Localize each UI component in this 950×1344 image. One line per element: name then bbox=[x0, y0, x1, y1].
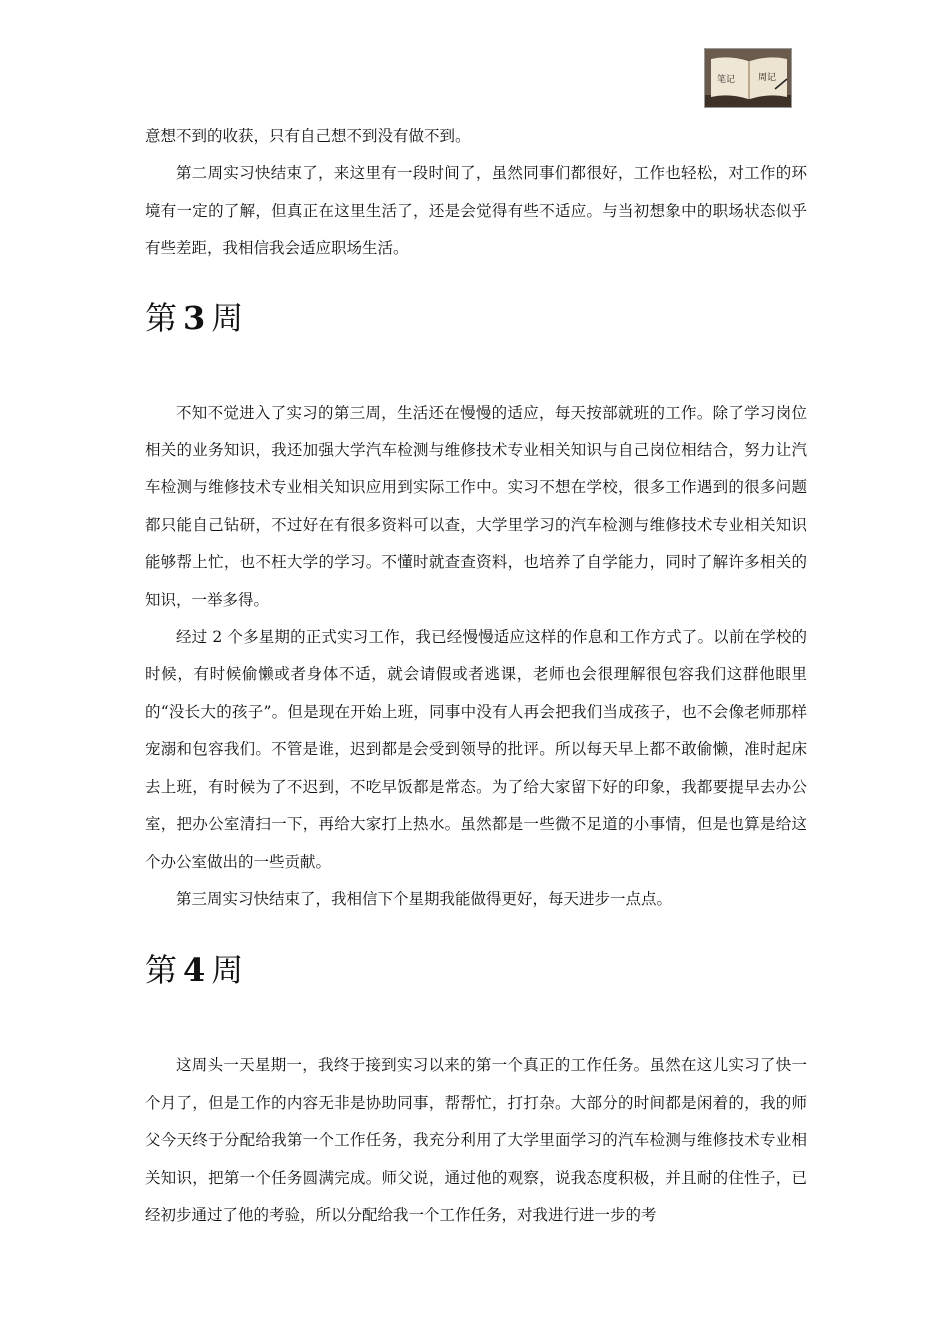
heading-week-3 bbox=[145, 298, 807, 338]
heading-suffix: 周 bbox=[211, 951, 244, 990]
paragraph-week2-summary: 第二周实习快结束了，来这里有一段时间了，虽然同事们都很好，工作也轻松，对工作的环境有一定的了解，但真正在这里生活了，还是会觉得有些不适应。与当初想象中的职场状态似乎有些差距，我相信我会适应职场生活。 bbox=[145, 164, 807, 258]
logo-text-right: 周记 bbox=[758, 73, 777, 83]
paragraph-week3-summary: 第三周实习快结束了，我相信下个星期我能做得更好，每天进步一点点。 bbox=[176, 889, 673, 908]
heading-suffix: 周 bbox=[211, 298, 244, 337]
open-book-logo-icon bbox=[704, 48, 792, 108]
heading-prefix: 第 bbox=[145, 951, 178, 990]
heading-week-4 bbox=[145, 950, 807, 990]
paragraph-week4-intro: 这周头一天星期一，我终于接到实习以来的第一个真正的工作任务。虽然在这儿实习了快一个月了，但是工作的内容无非是协助同事，帮帮忙，打打杂。大部分的时间都是闲着的，我的师父今天终于分配给我第一个工作任务，我充分利用了大学里面学习的汽车检测与维修技术专业相关知识，把第一个任务圆满完成。师父说，通过他的观察，说我态度积极，并且耐的住性子，已经初步通过了他的考验，所以分配给我一个工作任务，对我进行进一步的考 bbox=[145, 1056, 807, 1224]
logo-text-left: 笔记 bbox=[717, 75, 736, 85]
heading-number: 3 bbox=[183, 298, 206, 337]
heading-number: 4 bbox=[183, 951, 206, 990]
paragraph-week3-routine: 经过 2 个多星期的正式实习工作，我已经慢慢适应这样的作息和工作方式了。以前在学校的时候，有时候偷懒或者身体不适，就会请假或者逃课，老师也会很理解很包容我们这群他眼里的“没长大的孩子”。但是现在开始上班，同事中没有人再会把我们当成孩子，也不会像老师那样宠溺和包容我们。不管是谁，迟到都是会受到领导的批评。所以每天早上都不敢偷懒，准时起床去上班，有时候为了不迟到，不吃早饭都是常态。为了给大家留下好的印象，我都要提早去办公室，把办公室清扫一下，再给大家打上热水。虽然都是一些微不足道的小事情，但是也算是给这个办公室做出的一些贡献。 bbox=[145, 628, 807, 871]
heading-prefix: 第 bbox=[145, 298, 178, 337]
document-body bbox=[145, 118, 807, 1234]
paragraph-week3-intro: 不知不觉进入了实习的第三周，生活还在慢慢的适应，每天按部就班的工作。除了学习岗位相关的业务知识，我还加强大学汽车检测与维修技术专业相关知识与自己岗位相结合，努力让汽车检测与维修技术专业相关知识应用到实际工作中。实习不想在学校，很多工作遇到的很多问题都只能自己钻研，不过好在有很多资料可以查，大学里学习的汽车检测与维修技术专业相关知识能够帮上忙，也不枉大学的学习。不懂时就查查资料，也培养了自学能力，同时了解许多相关的知识，一举多得。 bbox=[145, 403, 807, 609]
paragraph-continuation: 意想不到的收获，只有自己想不到没有做不到。 bbox=[145, 127, 471, 145]
